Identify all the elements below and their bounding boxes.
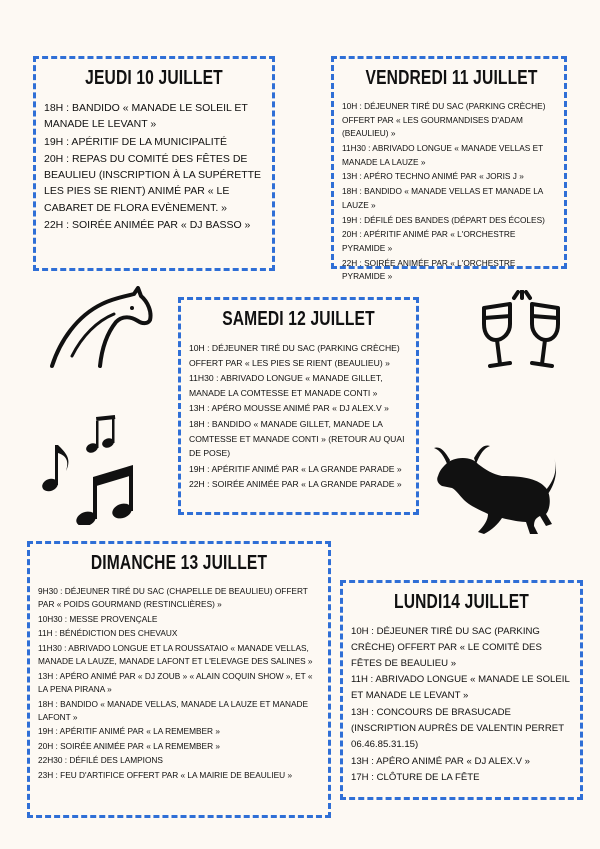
day-box-lundi [340,580,583,800]
list-item: 18H : BANDIDO « MANADE VELLAS, MANADE LA LAUZE ET MANADE LAFONT » [38,698,309,722]
list-item: 22H30 : DÉFILÉ DES LAMPIONS [38,755,163,766]
list-item: 11H30 : ABRIVADO LONGUE « MANADE VELLAS ET MANADE LA LAUZE » [342,143,544,167]
list-item: 20H : APÉRITIF ANIMÉ PAR « L'ORCHESTRE PYRAMIDE » [342,229,516,253]
list-item: 11H30 : ABRIVADO LONGUE ET LA ROUSSATAIO « MANADE VELLAS, MANADE LA LAUZE, MANADE LAFONT ET L'ELEVAGE DES SALINES » [38,642,313,667]
list-item: 22H : SOIRÉE ANIMÉE PAR « L'ORCHESTRE PYRAMIDE » [342,257,516,282]
list-item: 22H : SOIRÉE ANIMÉE PAR « LA GRANDE PARADE » [189,479,402,490]
list-item: 20H : SOIRÉE ANIMÉE PAR « LA REMEMBER » [38,740,220,751]
wine-glasses-toast-icon [476,290,566,378]
list-item: 9H30 : DÉJEUNER TIRÉ DU SAC (CHAPELLE DE BEAULIEU) OFFERT PAR « POIDS GOURMAND (RESTINCLIÈRES) » [38,586,308,610]
day-box-vendredi [331,56,567,282]
list-item: 20H : REPAS DU COMITÉ DES FÊTES DE BEAULIEU (INSCRIPTION À LA SUPÉRETTE LES PIES SE RIENT) ANIMÉ PAR « LE CABARET DE FLORA EVÈNEMENT. » [44,152,262,214]
list-item: 13H : CONCOURS DE BRASUCADE (INSCRIPTION AUPRÈS DE VALENTIN PERRET 06.46.85.31.15) [351,707,564,750]
music-notes-icon [34,415,144,525]
event-list [38,585,320,782]
list-item: 18H : BANDIDO « MANADE VELLAS ET MANADE LA LAUZE » [342,186,543,210]
list-item: 19H : APÉRITIF DE LA MUNICIPALITÉ [44,135,228,148]
event-list [351,624,572,786]
day-title: SAMEDI 12 JUILLET [222,308,375,330]
horse-head-icon [42,286,157,381]
list-item: 11H : BÉNÉDICTION DES CHEVAUX [38,628,178,639]
list-item: 11H30 : ABRIVADO LONGUE « MANADE GILLET, MANADE LA COMTESSE ET MANADE CONTI » [189,373,383,398]
day-title: VENDREDI 11 JUILLET [365,67,538,89]
day-box-jeudi [33,56,275,271]
list-item: 10H : DÉJEUNER TIRÉ DU SAC (PARKING CRÈCHE) OFFERT PAR « LES PIES SE RIENT (BEAULIEU) » [189,343,400,368]
day-title: DIMANCHE 13 JUILLET [90,552,268,574]
event-list [342,100,556,284]
bull-icon [430,440,560,540]
list-item: 19H : APÉRITIF ANIMÉ PAR « LA GRANDE PARADE » [189,463,402,474]
list-item: 17H : CLÔTURE DE LA FÊTE [351,772,480,784]
list-item: 13H : APÉRO MOUSSE ANIMÉ PAR « DJ ALEX.V » [189,403,389,414]
list-item: 13H : APÉRO ANIMÉ PAR « DJ ZOUB » « ALAIN COQUIN SHOW », ET « LA PENA PIRANA » [38,670,313,695]
list-item: 13H : APÉRO TECHNO ANIMÉ PAR « JORIS J » [342,171,524,182]
event-list [44,100,264,233]
list-item: 10H : DÉJEUNER TIRÉ DU SAC (PARKING CRÈCHE) OFFERT PAR « LES GOURMANDISES D'ADAM (BEAULIEU) » [342,101,546,139]
list-item: 19H : APÉRITIF ANIMÉ PAR « LA REMEMBER » [38,726,220,737]
day-box-samedi [178,297,419,515]
list-item: 19H : DÉFILÉ DES BANDES (DÉPART DES ÉCOLES) [342,214,545,225]
list-item: 22H : SOIRÉE ANIMÉE PAR « DJ BASSO » [44,218,251,231]
day-title: JEUDI 10 JUILLET [85,67,223,89]
list-item: 23H : FEU D'ARTIFICE OFFERT PAR « LA MAIRIE DE BEAULIEU » [38,769,293,780]
day-box-dimanche [27,541,331,818]
list-item: 18H : BANDIDO « MANADE LE SOLEIL ET MANADE LE LEVANT » [44,102,248,131]
list-item: 18H : BANDIDO « MANADE GILLET, MANADE LA COMTESSE ET MANADE CONTI » (RETOUR AU QUAI DE POSE) [189,419,405,459]
list-item: 10H : DÉJEUNER TIRÉ DU SAC (PARKING CRÈCHE) OFFERT PAR « LE COMITÉ DES FÊTES DE BEAULIEU » [351,626,542,669]
event-list [189,341,408,492]
day-title: LUNDI14 JUILLET [394,591,529,613]
list-item: 11H : ABRIVADO LONGUE « MANADE LE SOLEIL ET MANADE LE LEVANT » [351,674,570,702]
list-item: 10H30 : MESSE PROVENÇALE [38,613,158,624]
list-item: 13H : APÉRO ANIMÉ PAR « DJ ALEX.V » [351,755,530,767]
